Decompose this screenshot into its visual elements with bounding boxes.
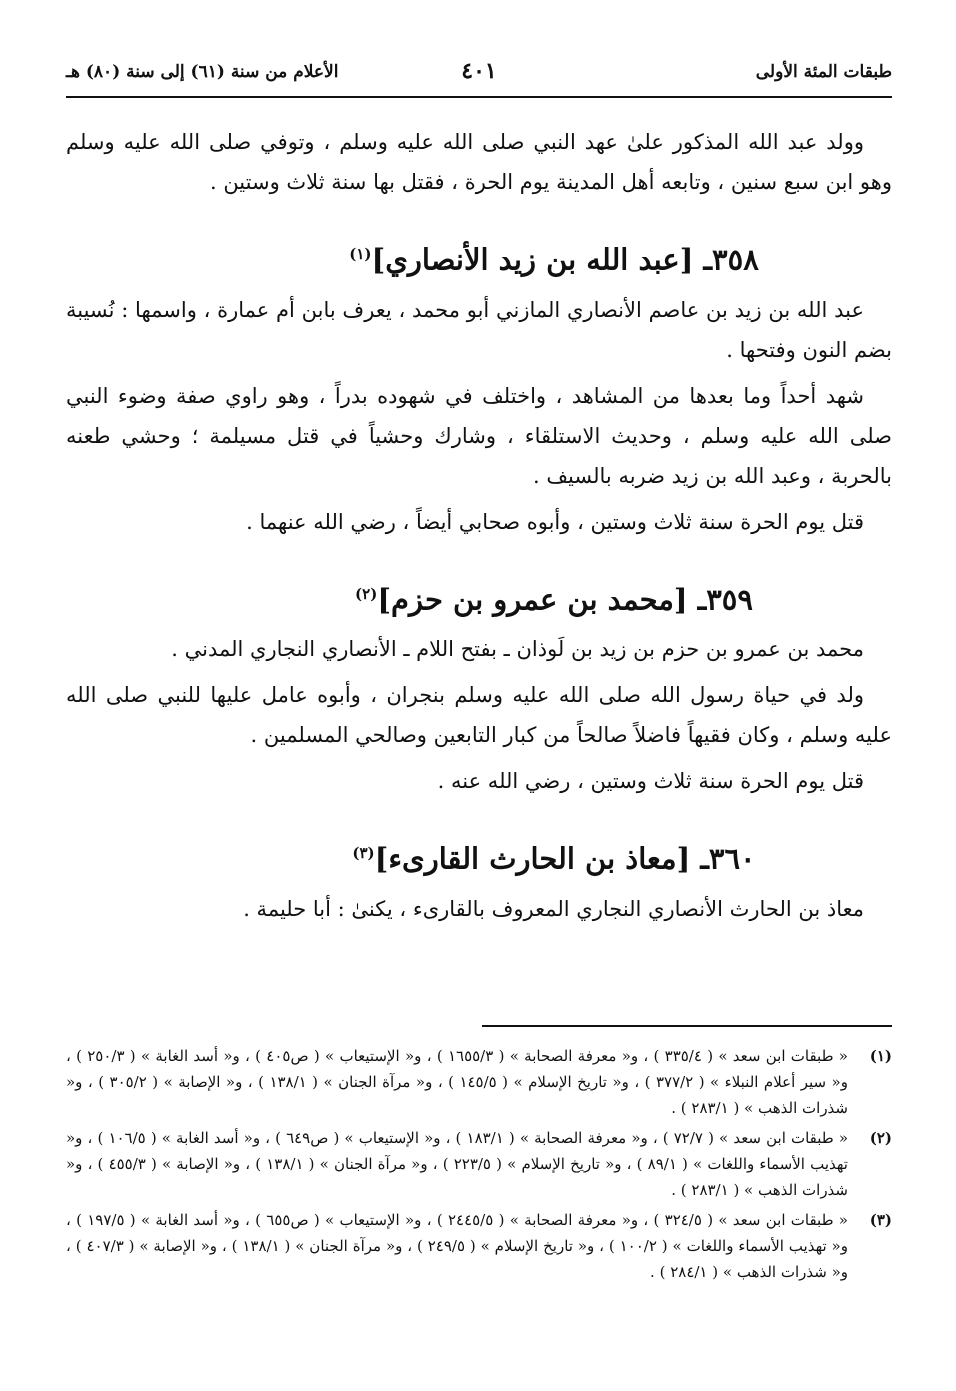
entry-paragraph: شهد أحداً وما بعدها من المشاهد ، واختلف في شهوده بدراً ، وهو راوي صفة وضوء النبي صلى الله عليه وسلم ، وحديث الاستلقاء ، وشارك وحشياً في قتل مسيلمة ؛ وحشي طعنه بالحربة ، وعبد الله بن زيد ضربه بالسيف . — [66, 383, 892, 488]
footnote-divider — [482, 1025, 892, 1027]
intro-paragraph: وولد عبد الله المذكور علىٰ عهد النبي صلى الله عليه وسلم ، وتوفي صلى الله عليه وسلم وهو ابن سبع سنين ، وتابعه أهل المدينة يوم الحرة ، فقتل بها سنة ثلاث وستين . — [66, 130, 892, 194]
entry-360 — [66, 831, 892, 929]
entry-title — [66, 572, 892, 622]
entry-paragraph: قتل يوم الحرة سنة ثلاث وستين ، وأبوه صحابي أيضاً ، رضي الله عنهما . — [246, 509, 864, 534]
footnote-number: (٢) — [869, 1129, 892, 1147]
footnote-number: (١) — [869, 1047, 892, 1065]
main-text — [66, 122, 892, 935]
entry-paragraph: قتل يوم الحرة سنة ثلاث وستين ، رضي الله عنه . — [437, 769, 864, 794]
footnote-item — [66, 1043, 892, 1121]
header-divider — [66, 96, 892, 98]
footnote-ref: (٢) — [355, 584, 378, 603]
footnote-item — [66, 1207, 892, 1285]
footnotes — [66, 1043, 892, 1289]
entry-title — [66, 232, 892, 282]
footnote-text: « طبقات ابن سعد » ( ٣٣٥/٤ ) ، و« معرفة الصحابة » ( ١٦٥٥/٣ ) ، و« الإستيعاب » ( ص٤٠٥ ) ، و« أسد الغابة » ( ٢٥٠/٣ ) ، و« سير أعلام النبلاء » ( ٣٧٧/٢ ) ، و« تاريخ الإسلام » ( ١٤٥/٥ ) ، و« مرآة الجنان » ( ١٣٨/١ ) ، و« الإصابة » ( ٣٠٥/٢ ) ، و« شذرات الذهب » ( ٢٨٣/١ ) . — [66, 1047, 848, 1117]
entry-title-text: ٣٥٩ـ [محمد بن عمرو بن حزم] — [377, 582, 753, 617]
entry-title-text: ٣٦٠ـ [معاذ بن الحارث القارىء] — [374, 841, 756, 876]
footnote-ref: (١) — [349, 245, 372, 263]
footnote-ref: (٣) — [352, 844, 375, 863]
running-header — [66, 58, 892, 88]
chapter-title: الأعلام من سنة (٦١) إلى سنة (٨٠) هـ — [66, 62, 339, 82]
entry-title — [66, 831, 892, 881]
book-page — [66, 58, 892, 1358]
entry-paragraph: ولد في حياة رسول الله صلى الله عليه وسلم بنجران ، وأبوه عامل عليها للنبي صلى الله عليه وسلم ، وكان فقيهاً فاضلاً صالحاً من كبار التابعين وصالحي المسلمين . — [66, 683, 892, 748]
page-number: ٤٠١ — [461, 58, 497, 84]
footnote-text: « طبقات ابن سعد » ( ٣٢٤/٥ ) ، و« معرفة الصحابة » ( ٢٤٤٥/٥ ) ، و« الإستيعاب » ( ص٦٥٥ ) ، و« أسد الغابة » ( ١٩٧/٥ ) ، و« تهذيب الأسماء واللغات » ( ١٠٠/٢ ) ، و« تاريخ الإسلام » ( ٢٤٩/٥ ) ، و« مرآة الجنان » ( ١٣٨/١ ) ، و« الإصابة » ( ٤٠٧/٣ ) ، و« شذرات الذهب » ( ٢٨٤/١ ) . — [66, 1211, 848, 1281]
entry-paragraph: محمد بن عمرو بن حزم بن زيد بن لَوذان ـ بفتح اللام ـ الأنصاري النجاري المدني . — [171, 637, 864, 662]
entry-359 — [66, 572, 892, 802]
footnote-text: « طبقات ابن سعد » ( ٧٢/٧ ) ، و« معرفة الصحابة » ( ١٨٣/١ ) ، و« الإستيعاب » ( ص٦٤٩ ) ، و« أسد الغابة » ( ١٠٦/٥ ) ، و« تهذيب الأسماء واللغات » ( ٨٩/١ ) ، و« تاريخ الإسلام » ( ٢٢٣/٥ ) ، و« مرآة الجنان » ( ١٣٨/١ ) ، و« الإصابة » ( ٤٥٥/٣ ) ، و« شذرات الذهب » ( ٢٨٣/١ ) . — [66, 1129, 848, 1199]
entry-paragraph: معاذ بن الحارث الأنصاري النجاري المعروف بالقارىء ، يكنىٰ : أبا حليمة . — [243, 896, 864, 921]
book-title: طبقات المئة الأولى — [755, 62, 892, 82]
entry-title-text: ٣٥٨ـ [عبد الله بن زيد الأنصاري] — [371, 242, 759, 277]
entry-358 — [66, 232, 892, 542]
entry-paragraph: عبد الله بن زيد بن عاصم الأنصاري المازني أبو محمد ، يعرف بابن أم عمارة ، واسمها : نُسيبة بضم النون وفتحها . — [66, 297, 892, 362]
footnote-number: (٣) — [869, 1211, 892, 1229]
footnote-item — [66, 1125, 892, 1203]
